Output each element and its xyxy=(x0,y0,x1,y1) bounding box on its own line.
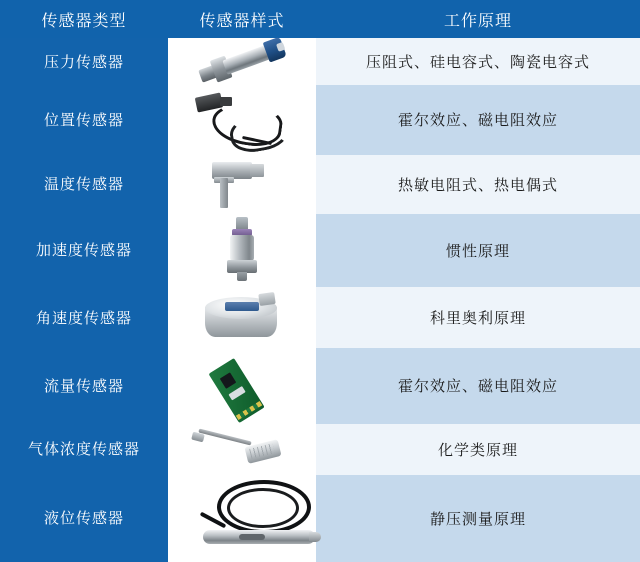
sensor-principle-label: 化学类原理 xyxy=(316,424,640,475)
sensor-principle-label: 霍尔效应、磁电阻效应 xyxy=(316,348,640,423)
sensor-type-label: 流量传感器 xyxy=(0,348,168,423)
sensor-principle-label: 霍尔效应、磁电阻效应 xyxy=(316,85,640,154)
sensor-type-label: 液位传感器 xyxy=(0,475,168,562)
sensor-image-cell xyxy=(168,348,316,423)
sensor-image-cell xyxy=(168,287,316,348)
sensor-image-cell xyxy=(168,214,316,287)
sensor-principle-label: 压阻式、硅电容式、陶瓷电容式 xyxy=(316,38,640,85)
table-row xyxy=(0,348,640,423)
gas-concentration-sensor-photo xyxy=(187,424,297,475)
temperature-sensor-photo xyxy=(187,155,297,214)
sensor-principle-label: 热敏电阻式、热电偶式 xyxy=(316,155,640,214)
table-row xyxy=(0,155,640,214)
table-row xyxy=(0,287,640,348)
table-row xyxy=(0,38,640,85)
pressure-transmitter-photo xyxy=(187,38,297,85)
level-sensor-photo xyxy=(187,475,297,562)
sensor-image-cell xyxy=(168,424,316,475)
sensor-type-label: 压力传感器 xyxy=(0,38,168,85)
table-row xyxy=(0,214,640,287)
sensor-type-label: 位置传感器 xyxy=(0,85,168,154)
column-header-type: 传感器类型 xyxy=(0,0,168,38)
table-row xyxy=(0,475,640,562)
table-row xyxy=(0,424,640,475)
column-header-principle: 工作原理 xyxy=(316,0,640,38)
sensor-type-label: 气体浓度传感器 xyxy=(0,424,168,475)
accelerometer-photo xyxy=(187,214,297,287)
sensor-image-cell xyxy=(168,38,316,85)
sensor-type-label: 加速度传感器 xyxy=(0,214,168,287)
gyroscope-photo xyxy=(187,287,297,348)
table-header-row xyxy=(0,0,640,38)
sensor-principle-label: 惯性原理 xyxy=(316,214,640,287)
sensor-principle-label: 科里奥利原理 xyxy=(316,287,640,348)
column-header-style: 传感器样式 xyxy=(168,0,316,38)
sensor-image-cell xyxy=(168,155,316,214)
position-sensor-photo xyxy=(187,85,297,154)
table-row xyxy=(0,85,640,154)
flow-sensor-board-photo xyxy=(187,348,297,423)
sensor-image-cell xyxy=(168,85,316,154)
sensor-image-cell xyxy=(168,475,316,562)
sensor-principle-label: 静压测量原理 xyxy=(316,475,640,562)
sensor-type-label: 角速度传感器 xyxy=(0,287,168,348)
sensor-type-label: 温度传感器 xyxy=(0,155,168,214)
